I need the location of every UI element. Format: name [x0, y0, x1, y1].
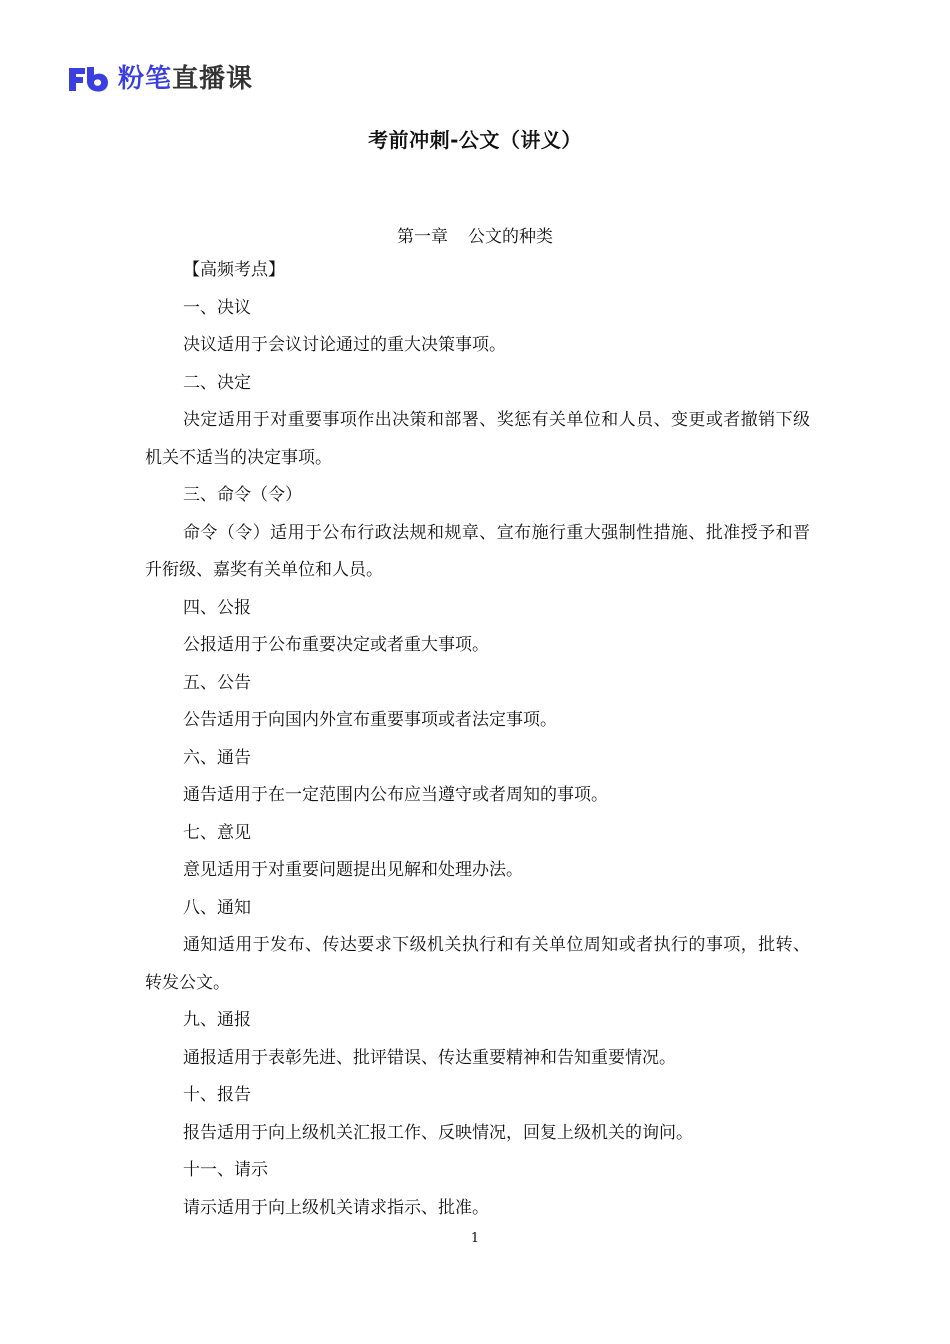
paragraph: 八、通知	[183, 897, 251, 918]
chapter-heading	[0, 222, 950, 247]
logo-text	[118, 62, 253, 96]
paragraph: 【高频考点】	[183, 260, 285, 280]
logo-brand: 粉笔	[118, 64, 173, 94]
paragraph: 十一、请示	[183, 1160, 268, 1180]
document-title: 考前冲刺-公文（讲义）	[368, 128, 582, 152]
paragraph: 一、决议	[183, 297, 251, 318]
brand-logo	[66, 62, 253, 96]
document-body	[145, 252, 810, 1227]
paragraph: 十、报告	[183, 1085, 251, 1105]
chapter-number: 第一章	[397, 227, 448, 247]
paragraph: 通知适用于发布、传达要求下级机关执行和有关单位周知或者执行的事项，批转、转发公文。	[145, 935, 810, 993]
chapter-title: 公文的种类	[468, 227, 553, 247]
paragraph: 三、命令（令）	[183, 485, 302, 505]
paragraph: 命令（令）适用于公布行政法规和规章、宣布施行重大强制性措施、批准授予和晋升衔级、嘉奖有关单位和人员。	[145, 522, 810, 580]
paragraph: 六、通告	[183, 747, 251, 768]
paragraph: 通报适用于表彰先进、批评错误、传达重要精神和告知重要情况。	[183, 1047, 676, 1068]
paragraph: 二、决定	[183, 372, 251, 393]
paragraph: 报告适用于向上级机关汇报工作、反映情况，回复上级机关的询问。	[183, 1122, 693, 1143]
paragraph: 请示适用于向上级机关请求指示、批准。	[183, 1197, 489, 1218]
paragraph: 九、通报	[183, 1010, 251, 1030]
paragraph: 意见适用于对重要问题提出见解和处理办法。	[183, 860, 523, 880]
paragraph: 决议适用于会议讨论通过的重大决策事项。	[183, 335, 506, 355]
paragraph: 通告适用于在一定范围内公布应当遵守或者周知的事项。	[183, 785, 608, 805]
logo-suffix: 直播课	[172, 64, 254, 94]
fb-logo-icon	[66, 62, 110, 96]
paragraph: 七、意见	[183, 822, 251, 843]
page-number: 1	[470, 1231, 480, 1246]
paragraph: 四、公报	[183, 597, 251, 618]
paragraph: 公报适用于公布重要决定或者重大事项。	[183, 635, 489, 655]
paragraph: 五、公告	[183, 672, 251, 693]
paragraph: 决定适用于对重要事项作出决策和部署、奖惩有关单位和人员、变更或者撤销下级机关不适当的决定事项。	[145, 410, 810, 468]
paragraph: 公告适用于向国内外宣布重要事项或者法定事项。	[183, 710, 557, 730]
